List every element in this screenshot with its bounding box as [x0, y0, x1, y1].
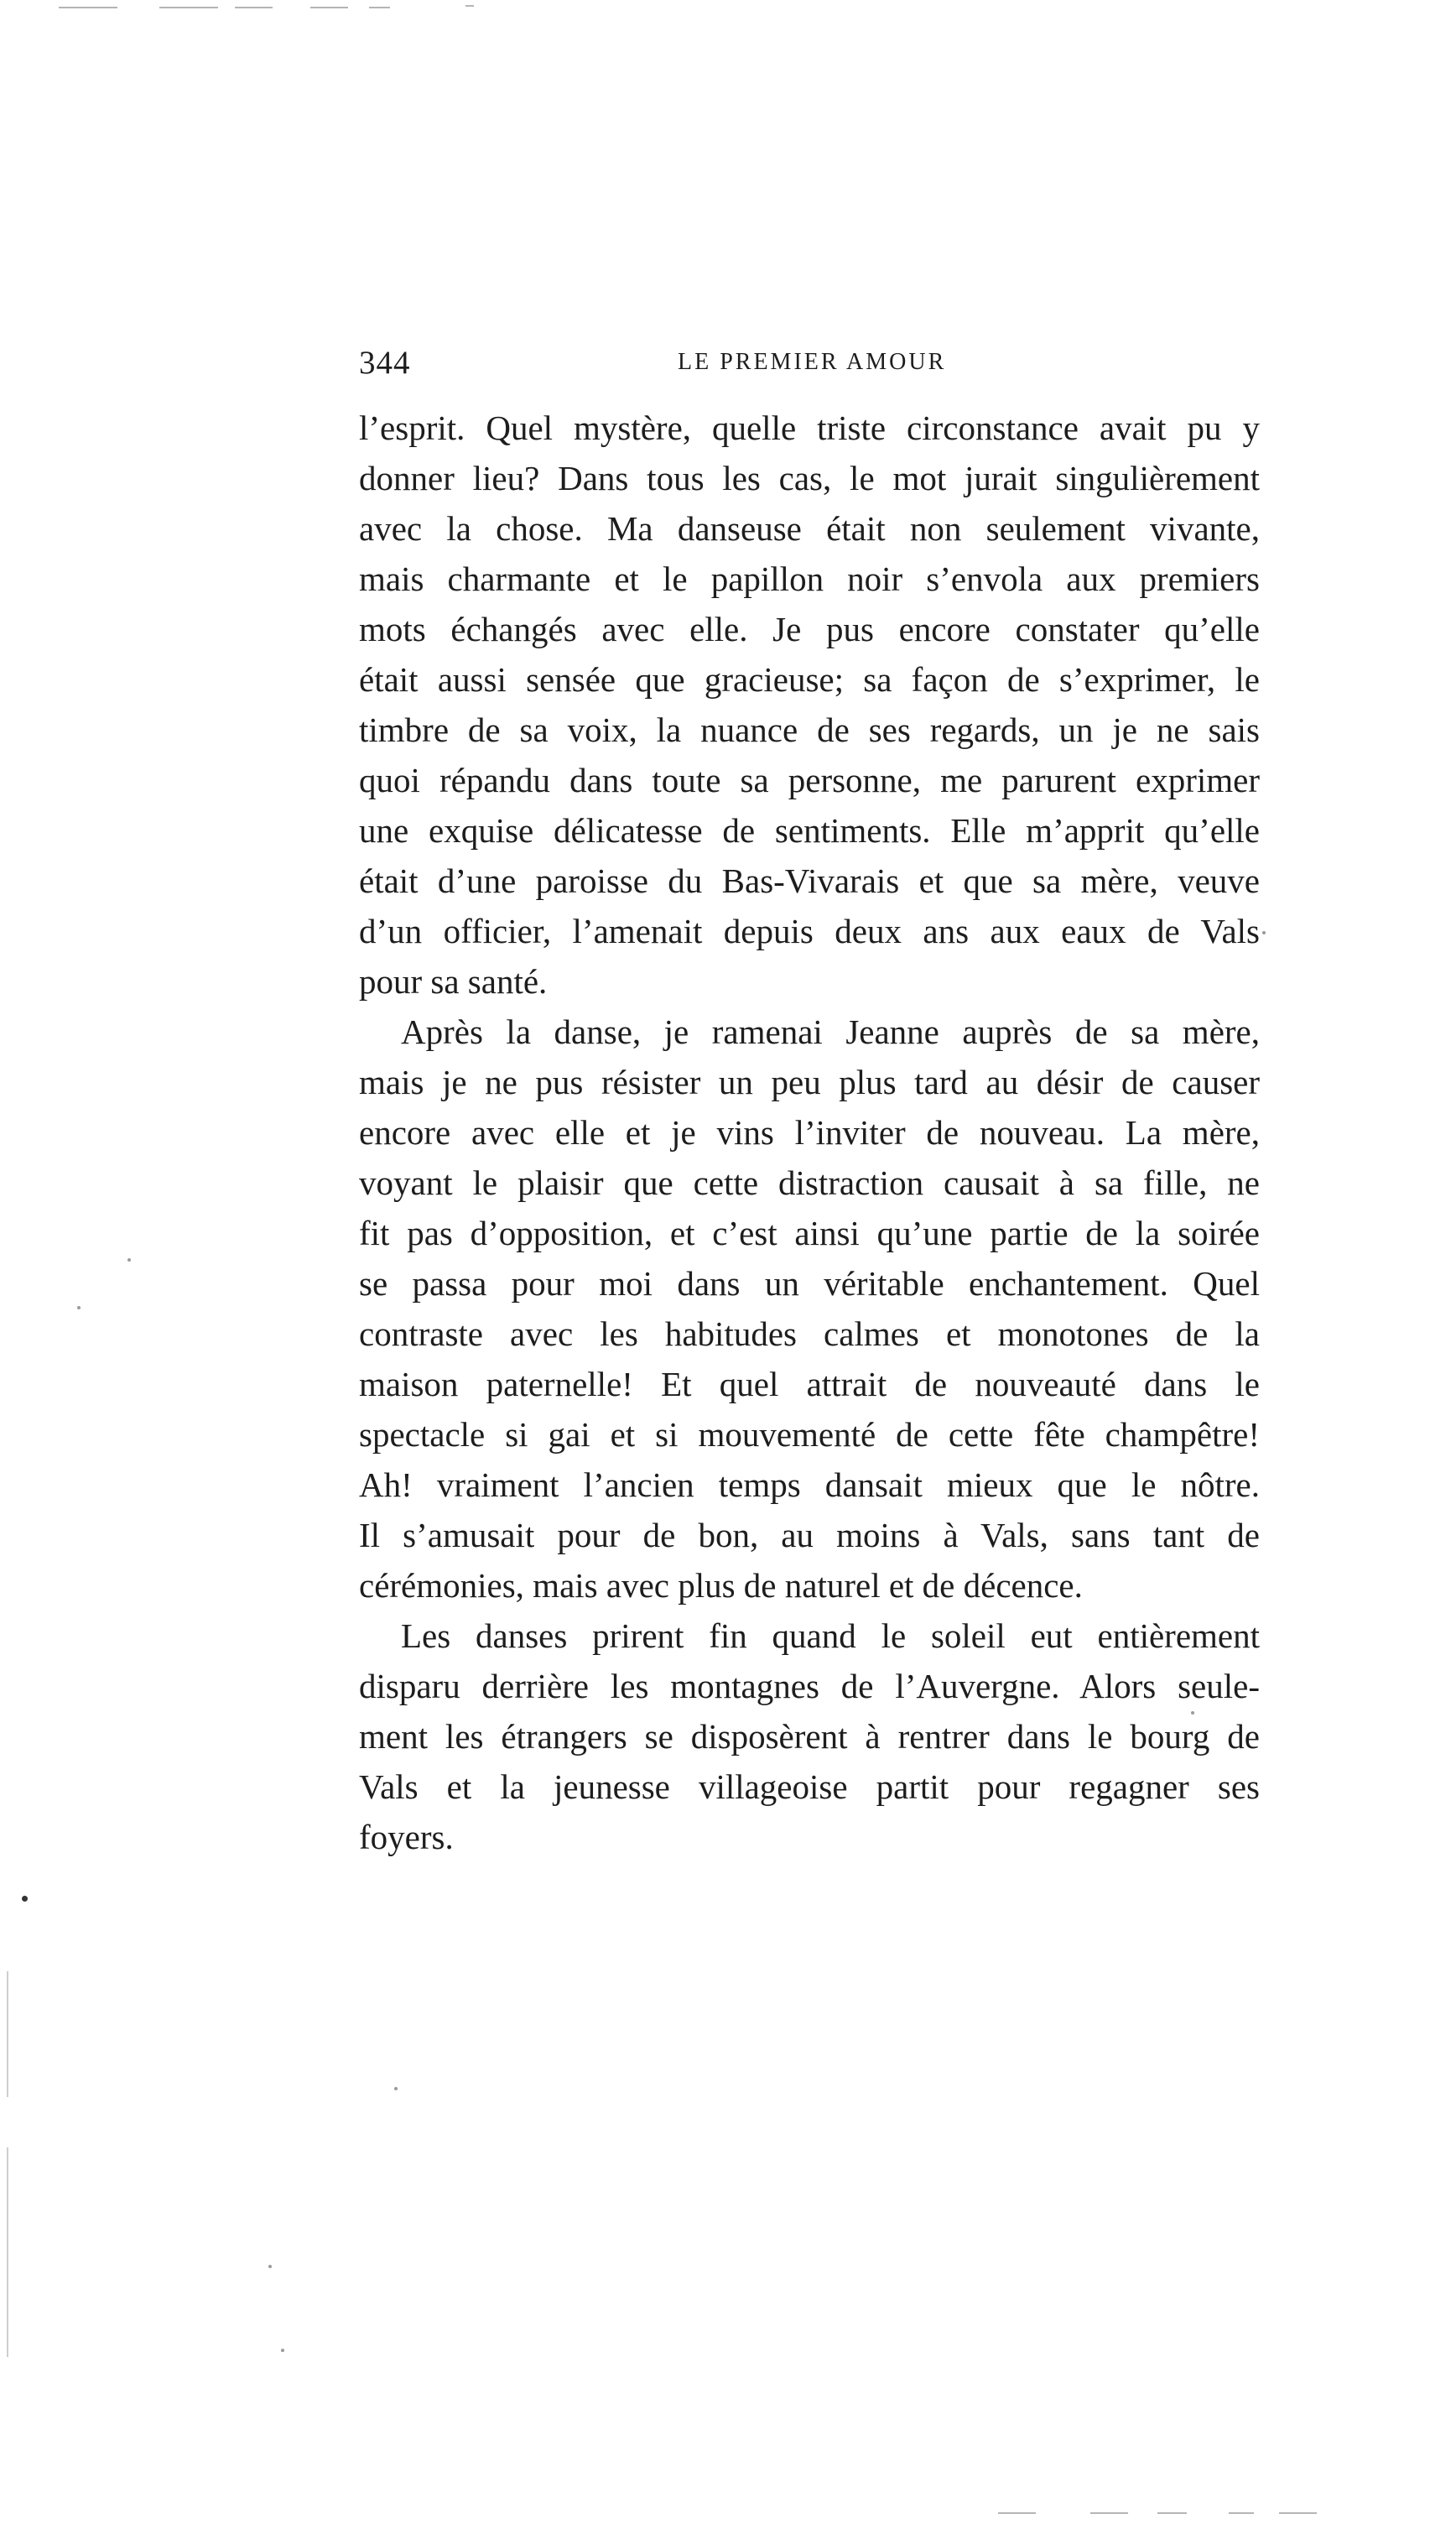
paragraph-2 [359, 1007, 1260, 1611]
running-head [359, 344, 1260, 386]
scan-artifact-bottom-5 [1279, 2512, 1317, 2514]
text-line: était d’une paroisse du Bas-Vivarais et que sa mère, veuve [359, 861, 1260, 900]
scan-artifact-dot-7 [268, 2265, 272, 2268]
scan-artifact-bottom-4 [1229, 2512, 1254, 2514]
body-text [359, 403, 1260, 1862]
running-title: LE PREMIER AMOUR [678, 349, 947, 375]
scan-artifact-left-edge-1 [7, 1971, 8, 2097]
scan-artifact-dot-2 [77, 1306, 81, 1309]
text-line: Après la danse, je ramenai Jeanne auprès de sa mère, [401, 1012, 1260, 1051]
text-line: timbre de sa voix, la nuance de ses regards, un je ne sais [359, 710, 1260, 749]
text-line: pour sa santé. [359, 962, 548, 1001]
text-line: une exquise délicatesse de sentiments. Elle m’apprit qu’elle [359, 811, 1260, 850]
text-line: Ah! vraiment l’ancien temps dansait mieux que le nôtre. [359, 1465, 1260, 1504]
scan-artifact-top-1 [59, 7, 117, 8]
paragraph-3 [359, 1611, 1260, 1862]
text-line: l’esprit. Quel mystère, quelle triste circonstance avait pu y [359, 409, 1260, 447]
text-line: mais je ne pus résister un peu plus tard au désir de causer [359, 1063, 1260, 1101]
page-number: 344 [359, 345, 411, 381]
text-line: se passa pour moi dans un véritable enchantement. Quel [359, 1264, 1260, 1303]
scan-artifact-top-6 [465, 5, 474, 7]
text-line: quoi répandu dans toute sa personne, me parurent exprimer [359, 761, 1260, 799]
text-line: d’un officier, l’amenait depuis deux ans aux eaux de Vals [359, 912, 1260, 950]
text-line: disparu derrière les montagnes de l’Auvergne. Alors seule- [359, 1667, 1260, 1705]
scan-artifact-bottom-3 [1157, 2512, 1187, 2514]
text-line: foyers. [359, 1818, 454, 1856]
paragraph-1 [359, 403, 1260, 1007]
scan-artifact-top-2 [159, 7, 218, 8]
scan-artifact-top-3 [235, 7, 273, 8]
text-line: mots échangés avec elle. Je pus encore constater qu’elle [359, 610, 1260, 648]
text-line: fit pas d’opposition, et c’est ainsi qu’une partie de la soirée [359, 1214, 1260, 1252]
scan-artifact-bottom-1 [998, 2512, 1036, 2514]
text-line: maison paternelle! Et quel attrait de nouveauté dans le [359, 1365, 1260, 1403]
text-line: Vals et la jeunesse villageoise partit pour regagner ses [359, 1767, 1260, 1806]
scan-artifact-top-4 [310, 7, 348, 8]
scan-artifact-dot-3 [22, 1896, 28, 1902]
text-line: avec la chose. Ma danseuse était non seulement vivante, [359, 509, 1260, 548]
scan-artifact-dot-8 [281, 2349, 284, 2352]
text-line: spectacle si gai et si mouvementé de cette fête champêtre! [359, 1415, 1260, 1454]
text-line: ment les étrangers se disposèrent à rentrer dans le bourg de [359, 1717, 1260, 1756]
text-line: cérémonies, mais avec plus de naturel et de décence. [359, 1566, 1083, 1605]
text-line: encore avec elle et je vins l’inviter de nouveau. La mère, [359, 1113, 1260, 1152]
text-line: mais charmante et le papillon noir s’envola aux premiers [359, 559, 1260, 598]
scan-artifact-top-5 [369, 7, 390, 8]
text-line: Les danses prirent fin quand le soleil eut entièrement [401, 1616, 1260, 1655]
scan-artifact-dot-1 [127, 1258, 131, 1262]
scan-artifact-dot-6 [1262, 931, 1266, 934]
text-line: contraste avec les habitudes calmes et monotones de la [359, 1314, 1260, 1353]
text-line: donner lieu? Dans tous les cas, le mot jurait singulièrement [359, 459, 1260, 497]
scan-artifact-bottom-2 [1090, 2512, 1128, 2514]
text-line: était aussi sensée que gracieuse; sa façon de s’exprimer, le [359, 660, 1260, 699]
scan-artifact-left-edge-2 [7, 2147, 8, 2357]
text-line: voyant le plaisir que cette distraction causait à sa fille, ne [359, 1163, 1260, 1202]
scan-artifact-dot-4 [394, 2087, 398, 2090]
text-line: Il s’amusait pour de bon, au moins à Vals, sans tant de [359, 1516, 1260, 1554]
